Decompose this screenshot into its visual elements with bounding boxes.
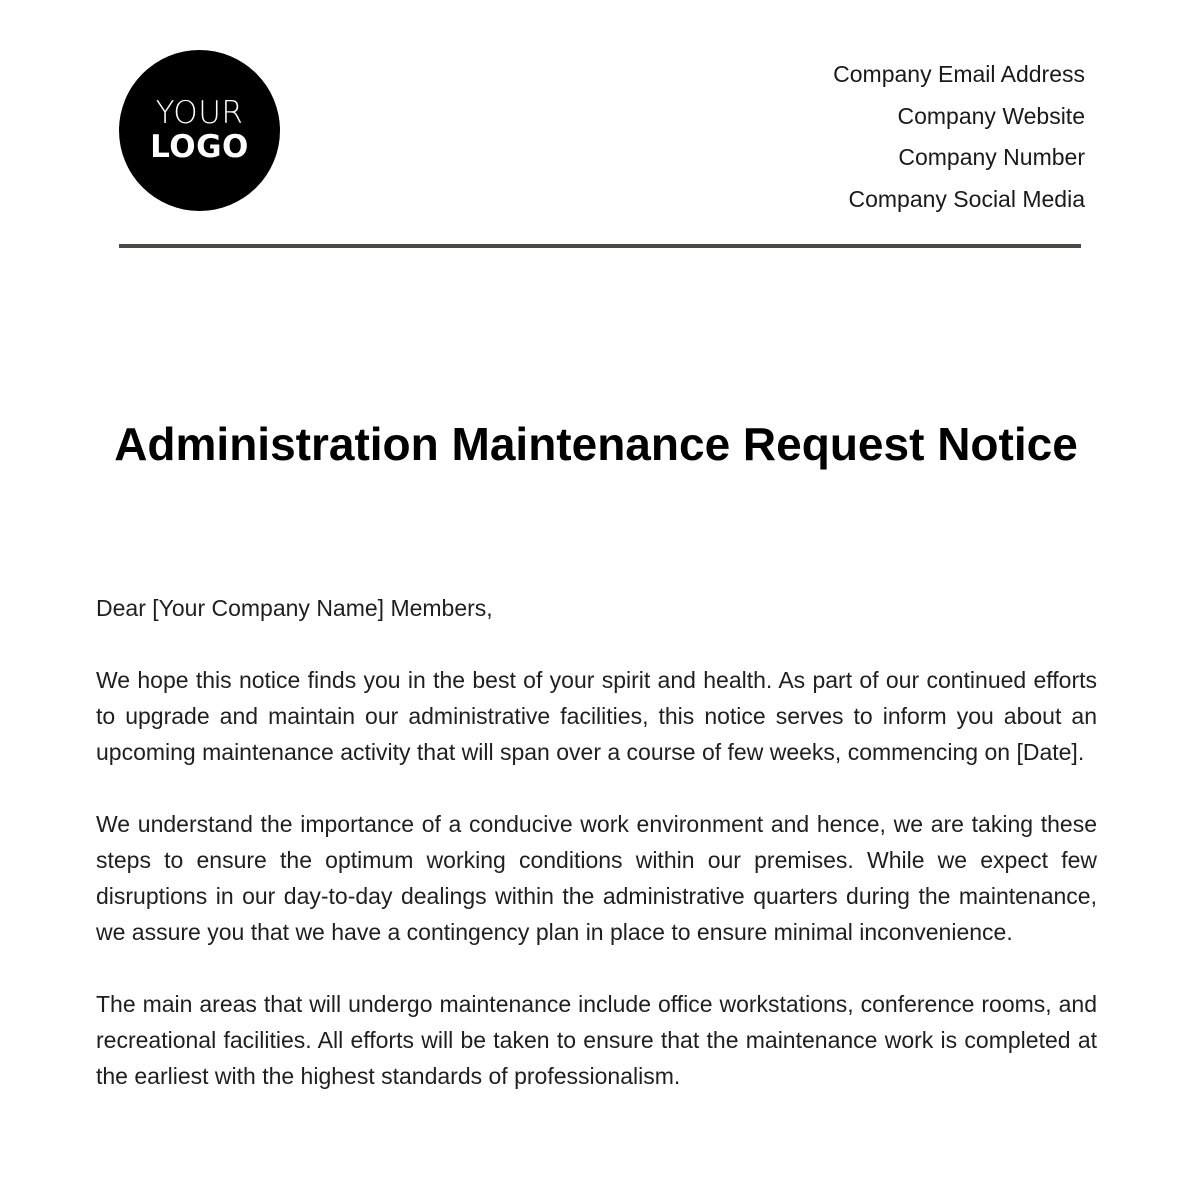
salutation: Dear [Your Company Name] Members, <box>96 595 493 621</box>
header-divider <box>119 244 1081 248</box>
logo-text-your: YOUR <box>155 94 244 131</box>
body-paragraph-2: We understand the importance of a conducive work environment and hence, we are taking these steps to ensure the optimum working conditions within our premises. While we expect few disruptions in our day-to-day dealings within the administrative quarters during the maintenance, we assure you that we have a contingency plan in place to ensure minimal inconvenience. <box>96 811 1097 945</box>
body-paragraph-3: The main areas that will undergo maintenance include office workstations, conference rooms, and recreational facilities. All efforts will be taken to ensure that the maintenance work is completed at the earliest with the highest standards of professionalism. <box>96 991 1097 1089</box>
document-title: Administration Maintenance Request Notice <box>114 418 1078 470</box>
logo-text-logo: LOGO <box>150 128 249 165</box>
company-number: Company Number <box>898 144 1085 171</box>
document-body <box>96 590 1097 1130</box>
body-paragraph-1: We hope this notice finds you in the best of your spirit and health. As part of our continued efforts to upgrade and maintain our administrative facilities, this notice serves to inform you about an upcoming maintenance activity that will span over a course of few weeks, commencing on [Date]. <box>96 667 1097 765</box>
company-logo <box>119 50 280 211</box>
company-website: Company Website <box>897 102 1085 129</box>
company-contact-block <box>833 54 1085 221</box>
company-social-media: Company Social Media <box>848 186 1085 213</box>
company-email: Company Email Address <box>833 61 1085 87</box>
